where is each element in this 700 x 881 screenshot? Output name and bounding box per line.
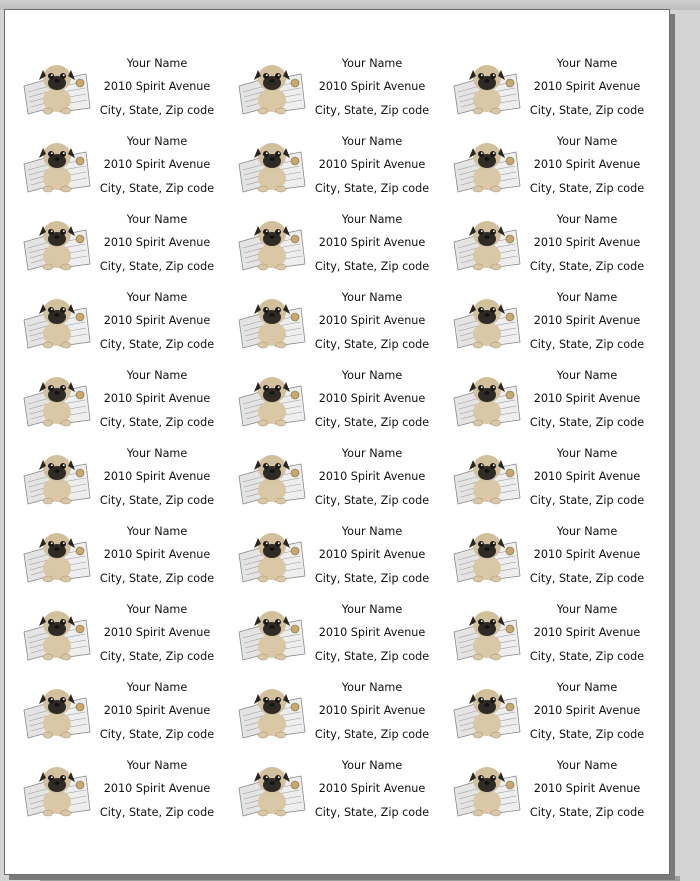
pug-newspaper-icon xyxy=(237,368,307,434)
label-street: 2010 Spirit Avenue xyxy=(103,704,211,717)
pug-newspaper-icon xyxy=(452,758,522,824)
label-city: City, State, Zip code xyxy=(529,728,645,741)
pug-newspaper-icon xyxy=(452,56,522,122)
pug-newspaper-icon xyxy=(237,56,307,122)
label-city: City, State, Zip code xyxy=(314,182,430,195)
pug-newspaper-icon xyxy=(452,134,522,200)
label-name: Your Name xyxy=(556,291,618,304)
label-city: City, State, Zip code xyxy=(529,650,645,663)
address-label[interactable] xyxy=(237,678,447,750)
label-name: Your Name xyxy=(341,759,403,772)
label-city: City, State, Zip code xyxy=(99,728,215,741)
label-city: City, State, Zip code xyxy=(99,572,215,585)
pug-newspaper-icon xyxy=(452,524,522,590)
label-city: City, State, Zip code xyxy=(99,416,215,429)
pug-newspaper-icon xyxy=(22,446,92,512)
pug-newspaper-icon xyxy=(452,212,522,278)
label-name: Your Name xyxy=(341,213,403,226)
label-city: City, State, Zip code xyxy=(314,260,430,273)
label-name: Your Name xyxy=(556,135,618,148)
label-city: City, State, Zip code xyxy=(99,104,215,117)
label-city: City, State, Zip code xyxy=(99,338,215,351)
label-street: 2010 Spirit Avenue xyxy=(318,470,426,483)
label-street: 2010 Spirit Avenue xyxy=(103,470,211,483)
label-name: Your Name xyxy=(556,603,618,616)
label-street: 2010 Spirit Avenue xyxy=(318,704,426,717)
address-label[interactable] xyxy=(22,678,232,750)
label-street: 2010 Spirit Avenue xyxy=(318,236,426,249)
label-name: Your Name xyxy=(341,525,403,538)
label-street: 2010 Spirit Avenue xyxy=(318,782,426,795)
label-street: 2010 Spirit Avenue xyxy=(533,470,641,483)
label-name: Your Name xyxy=(126,681,188,694)
label-city: City, State, Zip code xyxy=(529,806,645,819)
pug-newspaper-icon xyxy=(22,134,92,200)
label-name: Your Name xyxy=(556,525,618,538)
pug-newspaper-icon xyxy=(22,758,92,824)
label-name: Your Name xyxy=(126,135,188,148)
label-street: 2010 Spirit Avenue xyxy=(533,626,641,639)
label-city: City, State, Zip code xyxy=(99,806,215,819)
address-label[interactable] xyxy=(237,54,447,126)
address-label[interactable] xyxy=(22,522,232,594)
label-city: City, State, Zip code xyxy=(314,728,430,741)
pug-newspaper-icon xyxy=(22,212,92,278)
label-name: Your Name xyxy=(126,447,188,460)
address-label[interactable] xyxy=(452,522,662,594)
pug-newspaper-icon xyxy=(22,602,92,668)
label-street: 2010 Spirit Avenue xyxy=(533,392,641,405)
label-name: Your Name xyxy=(126,759,188,772)
address-label[interactable] xyxy=(237,600,447,672)
address-label[interactable] xyxy=(22,288,232,360)
address-label[interactable] xyxy=(452,366,662,438)
pug-newspaper-icon xyxy=(452,368,522,434)
label-street: 2010 Spirit Avenue xyxy=(533,80,641,93)
pug-newspaper-icon xyxy=(452,446,522,512)
address-label[interactable] xyxy=(452,132,662,204)
address-label[interactable] xyxy=(452,210,662,282)
label-street: 2010 Spirit Avenue xyxy=(533,236,641,249)
address-label[interactable] xyxy=(237,132,447,204)
address-label[interactable] xyxy=(452,288,662,360)
label-street: 2010 Spirit Avenue xyxy=(318,80,426,93)
address-label[interactable] xyxy=(22,756,232,828)
label-street: 2010 Spirit Avenue xyxy=(103,158,211,171)
label-city: City, State, Zip code xyxy=(314,338,430,351)
label-name: Your Name xyxy=(126,369,188,382)
label-city: City, State, Zip code xyxy=(314,806,430,819)
address-label[interactable] xyxy=(237,210,447,282)
address-label[interactable] xyxy=(22,600,232,672)
label-name: Your Name xyxy=(341,603,403,616)
address-label[interactable] xyxy=(22,444,232,516)
address-label[interactable] xyxy=(452,756,662,828)
label-city: City, State, Zip code xyxy=(314,572,430,585)
label-street: 2010 Spirit Avenue xyxy=(103,782,211,795)
label-name: Your Name xyxy=(341,447,403,460)
label-name: Your Name xyxy=(126,57,188,70)
label-street: 2010 Spirit Avenue xyxy=(318,548,426,561)
label-name: Your Name xyxy=(556,57,618,70)
label-city: City, State, Zip code xyxy=(99,494,215,507)
pug-newspaper-icon xyxy=(22,524,92,590)
label-street: 2010 Spirit Avenue xyxy=(103,314,211,327)
label-city: City, State, Zip code xyxy=(314,494,430,507)
pug-newspaper-icon xyxy=(237,524,307,590)
horizontal-scrollbar[interactable] xyxy=(40,876,680,881)
address-label[interactable] xyxy=(452,678,662,750)
pug-newspaper-icon xyxy=(237,758,307,824)
label-street: 2010 Spirit Avenue xyxy=(103,80,211,93)
label-city: City, State, Zip code xyxy=(529,338,645,351)
label-street: 2010 Spirit Avenue xyxy=(318,626,426,639)
label-name: Your Name xyxy=(341,135,403,148)
label-name: Your Name xyxy=(126,291,188,304)
address-label[interactable] xyxy=(452,600,662,672)
label-city: City, State, Zip code xyxy=(529,104,645,117)
label-name: Your Name xyxy=(341,57,403,70)
pug-newspaper-icon xyxy=(237,134,307,200)
pug-newspaper-icon xyxy=(237,290,307,356)
pug-newspaper-icon xyxy=(22,368,92,434)
address-label[interactable] xyxy=(22,132,232,204)
label-name: Your Name xyxy=(556,759,618,772)
label-street: 2010 Spirit Avenue xyxy=(318,158,426,171)
label-city: City, State, Zip code xyxy=(99,650,215,663)
label-street: 2010 Spirit Avenue xyxy=(533,158,641,171)
label-name: Your Name xyxy=(556,369,618,382)
label-street: 2010 Spirit Avenue xyxy=(533,782,641,795)
label-sheet-page xyxy=(4,9,670,875)
label-street: 2010 Spirit Avenue xyxy=(103,236,211,249)
address-label[interactable] xyxy=(452,444,662,516)
label-name: Your Name xyxy=(341,291,403,304)
label-street: 2010 Spirit Avenue xyxy=(103,548,211,561)
pug-newspaper-icon xyxy=(452,680,522,746)
label-city: City, State, Zip code xyxy=(314,416,430,429)
label-name: Your Name xyxy=(341,369,403,382)
pug-newspaper-icon xyxy=(237,212,307,278)
pug-newspaper-icon xyxy=(452,290,522,356)
pug-newspaper-icon xyxy=(237,446,307,512)
label-name: Your Name xyxy=(126,525,188,538)
label-name: Your Name xyxy=(126,213,188,226)
pug-newspaper-icon xyxy=(22,680,92,746)
label-city: City, State, Zip code xyxy=(529,572,645,585)
address-label[interactable] xyxy=(237,522,447,594)
label-street: 2010 Spirit Avenue xyxy=(533,548,641,561)
address-label[interactable] xyxy=(237,288,447,360)
label-city: City, State, Zip code xyxy=(314,104,430,117)
label-street: 2010 Spirit Avenue xyxy=(318,392,426,405)
address-label[interactable] xyxy=(237,366,447,438)
label-street: 2010 Spirit Avenue xyxy=(103,626,211,639)
label-city: City, State, Zip code xyxy=(529,416,645,429)
label-street: 2010 Spirit Avenue xyxy=(533,704,641,717)
label-city: City, State, Zip code xyxy=(314,650,430,663)
label-street: 2010 Spirit Avenue xyxy=(103,392,211,405)
label-city: City, State, Zip code xyxy=(529,494,645,507)
label-street: 2010 Spirit Avenue xyxy=(533,314,641,327)
address-label[interactable] xyxy=(452,54,662,126)
address-label[interactable] xyxy=(237,756,447,828)
pug-newspaper-icon xyxy=(22,56,92,122)
address-label[interactable] xyxy=(237,444,447,516)
pug-newspaper-icon xyxy=(237,680,307,746)
label-name: Your Name xyxy=(556,213,618,226)
label-name: Your Name xyxy=(341,681,403,694)
label-name: Your Name xyxy=(126,603,188,616)
address-label[interactable] xyxy=(22,366,232,438)
pug-newspaper-icon xyxy=(22,290,92,356)
label-name: Your Name xyxy=(556,681,618,694)
label-city: City, State, Zip code xyxy=(99,182,215,195)
address-label[interactable] xyxy=(22,210,232,282)
label-city: City, State, Zip code xyxy=(529,182,645,195)
pug-newspaper-icon xyxy=(452,602,522,668)
pug-newspaper-icon xyxy=(237,602,307,668)
label-street: 2010 Spirit Avenue xyxy=(318,314,426,327)
label-city: City, State, Zip code xyxy=(99,260,215,273)
label-name: Your Name xyxy=(556,447,618,460)
label-city: City, State, Zip code xyxy=(529,260,645,273)
address-label[interactable] xyxy=(22,54,232,126)
